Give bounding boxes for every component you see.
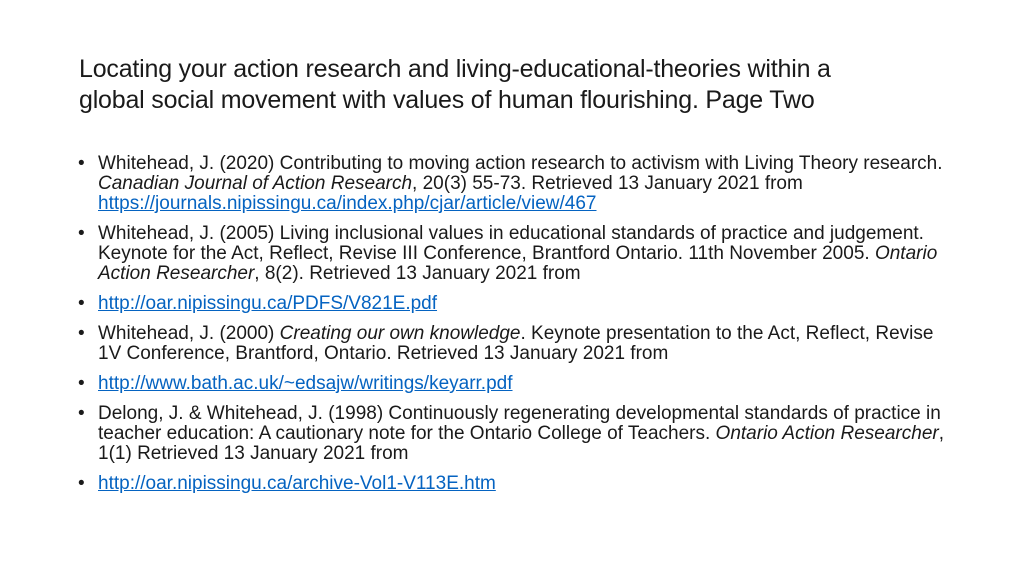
work-title: Creating our own knowledge [279, 323, 521, 344]
bullet-icon: • [78, 153, 85, 174]
reference-text: . Keynote presentation to the Act, Reflect, Revise 1V Conference, Brantford, Ontario. Retrieved 13 January 2021 from [98, 323, 934, 364]
reference-text: , 8(2). Retrieved 13 January 2021 from [254, 263, 581, 284]
reference-item [76, 324, 956, 364]
bullet-icon: • [78, 293, 85, 314]
reference-item [76, 154, 956, 214]
bullet-icon: • [78, 403, 85, 424]
reference-item [76, 474, 956, 494]
journal-title: Ontario Action Researcher [715, 423, 939, 444]
reference-list [76, 154, 956, 504]
bullet-icon: • [78, 473, 85, 494]
title-line-1: Locating your action research and living-educational-theories within a [79, 55, 831, 83]
bullet-icon: • [78, 373, 85, 394]
reference-text: , 20(3) 55-73. Retrieved 13 January 2021 from [412, 173, 803, 194]
reference-text: , 1(1) Retrieved 13 January 2021 from [98, 423, 945, 464]
reference-item [76, 404, 956, 464]
reference-item [76, 294, 956, 314]
reference-link[interactable]: http://oar.nipissingu.ca/PDFS/V821E.pdf [98, 293, 438, 314]
journal-title: Canadian Journal of Action Research [98, 173, 413, 194]
reference-text: Whitehead, J. (2005) Living inclusional values in educational standards of practice and judgement. Keynote for the Act, Reflect, Revise III Conference, Brantford Ontario. 11th November 2005. [98, 223, 924, 264]
reference-link[interactable]: https://journals.nipissingu.ca/index.php/cjar/article/view/467 [98, 193, 597, 214]
reference-item [76, 224, 956, 284]
reference-text: Whitehead, J. (2020) Contributing to moving action research to activism with Living Theory research. [98, 153, 943, 174]
journal-title: Ontario Action Researcher [98, 243, 938, 284]
reference-text: Delong, J. & Whitehead, J. (1998) Continuously regenerating developmental standards of practice in teacher education: A cautionary note for the Ontario College of Teachers. [98, 403, 941, 444]
title-line-2: global social movement with values of human flourishing. Page Two [79, 86, 815, 114]
slide-title [79, 54, 979, 116]
reference-item [76, 374, 956, 394]
reference-text: Whitehead, J. (2000) [98, 323, 280, 344]
reference-link[interactable]: http://www.bath.ac.uk/~edsajw/writings/keyarr.pdf [98, 373, 513, 394]
bullet-icon: • [78, 223, 85, 244]
reference-link[interactable]: http://oar.nipissingu.ca/archive-Vol1-V113E.htm [98, 473, 496, 494]
bullet-icon: • [78, 323, 85, 344]
